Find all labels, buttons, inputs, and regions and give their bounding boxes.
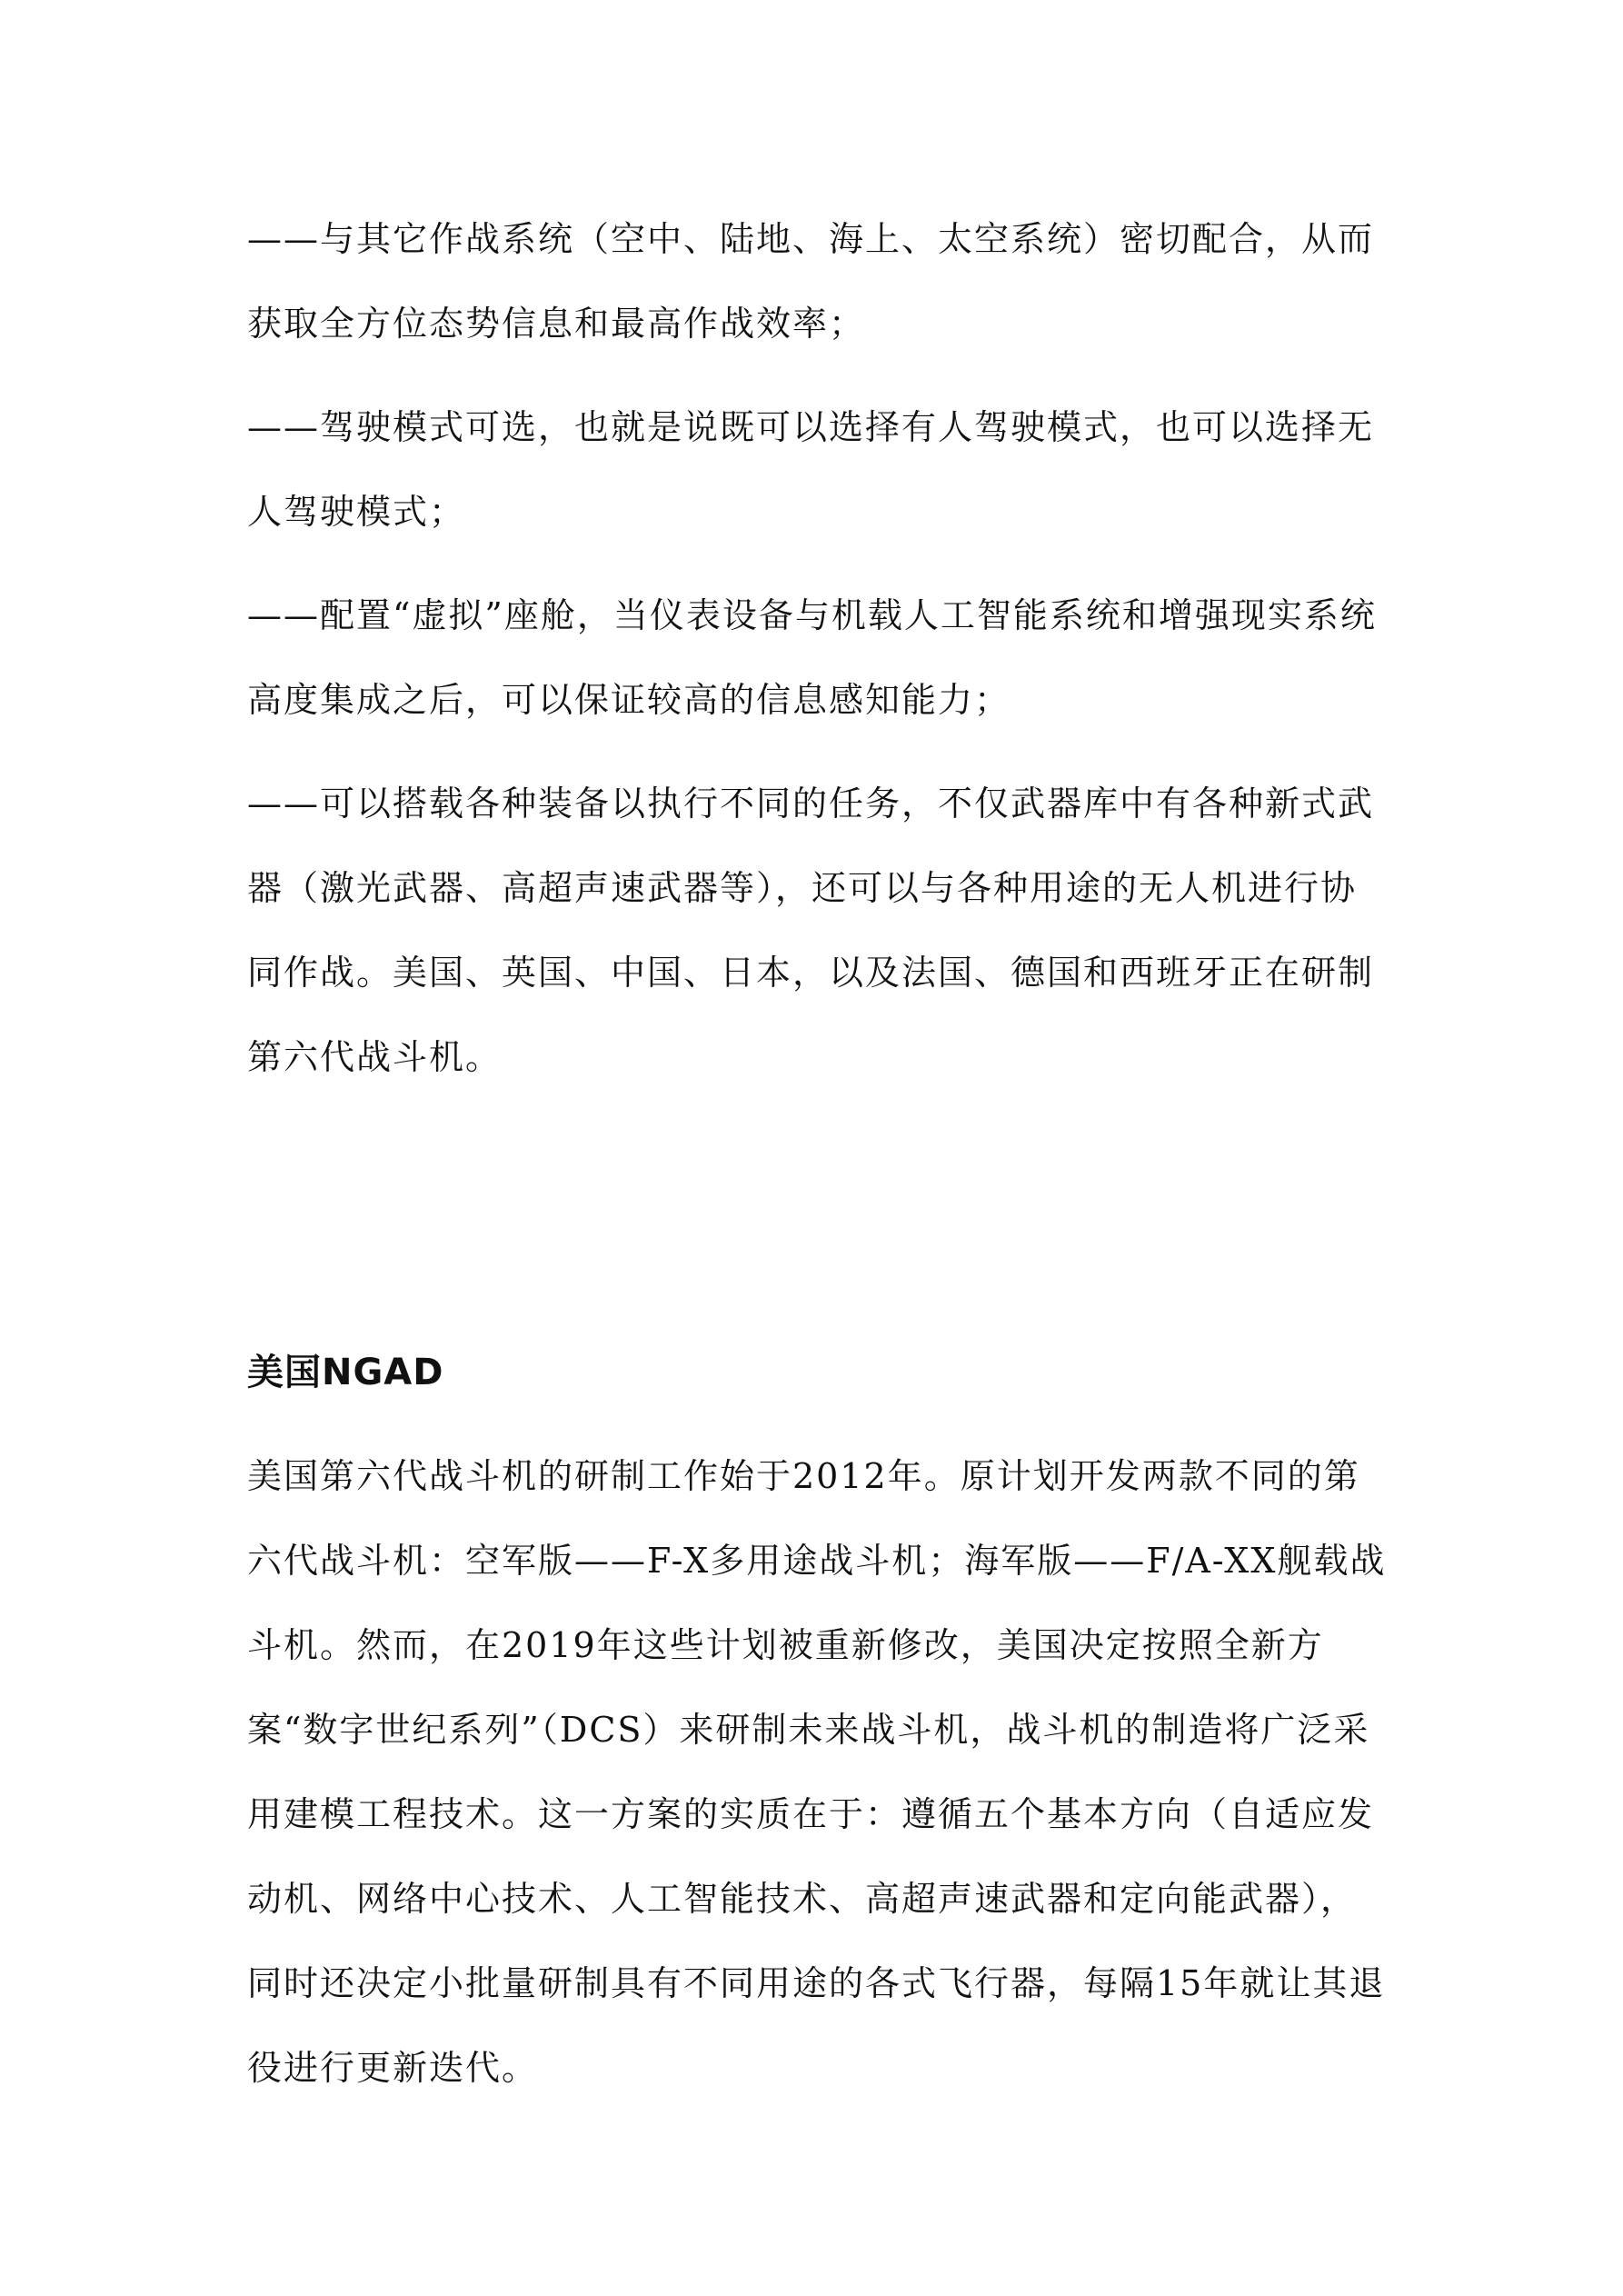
intro-paragraph-3: ——配置“虚拟”座舱，当仪表设备与机载人工智能系统和增强现实系统高度集成之后，可以保证较高的信息感知能力； bbox=[247, 595, 1377, 720]
intro-paragraph-2: ——驾驶模式可选，也就是说既可以选择有人驾驶模式，也可以选择无人驾驶模式； bbox=[247, 407, 1375, 532]
section-heading: 美国NGAD bbox=[247, 1352, 444, 1393]
intro-paragraph-1: ——与其它作战系统（空中、陆地、海上、太空系统）密切配合，从而获取全方位态势信息和最高作战效率； bbox=[247, 219, 1375, 344]
section-paragraph: 美国第六代战斗机的研制工作始于2012年。原计划开发两款不同的第六代战斗机：空军版——F-X多用途战斗机；海军版——F/A-XX舰载战斗机。然而，在2019年这些计划被重新修改，美国决定按照全新方案“数字世纪系列”（DCS）来研制未来战斗机，战斗机的制造将广泛采用建模工程技术。这一方案的实质在于：遵循五个基本方向（自适应发动机、网络中心技术、人工智能技术、高超声速武器和定向能武器），同时还决定小批量研制具有不同用途的各式飞行器，每隔15年就让其退役进行更新迭代。 bbox=[247, 1456, 1387, 2088]
section-body bbox=[247, 1434, 1392, 2111]
intro-section bbox=[247, 197, 1392, 1119]
intro-paragraph-4: ——可以搭载各种装备以执行不同的任务，不仅武器库中有各种新式武器（激光武器、高超声速武器等），还可以与各种用途的无人机进行协同作战。美国、英国、中国、日本，以及法国、德国和西班牙正在研制第六代战斗机。 bbox=[247, 784, 1375, 1077]
